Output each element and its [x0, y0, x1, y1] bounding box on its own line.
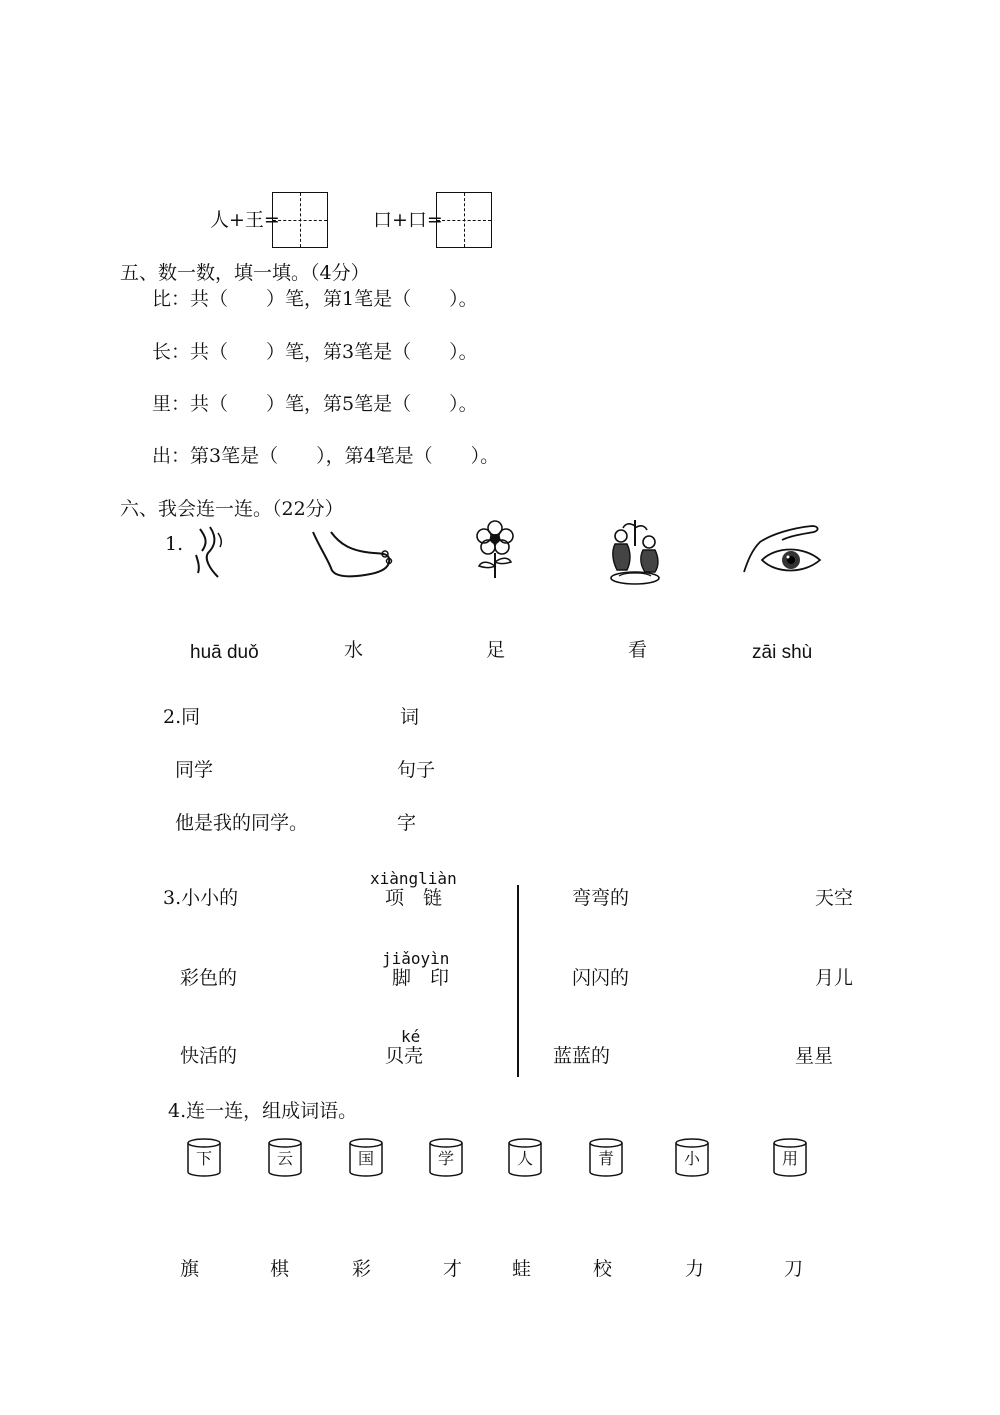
q4-top-char-label: 下 — [195, 1149, 212, 1168]
q4-top-char[interactable] — [588, 1138, 624, 1178]
pinyin: jiǎoyìn — [382, 949, 450, 968]
q3-adjective[interactable]: 弯弯的 — [572, 887, 630, 909]
matching-word[interactable]: zāi shù — [752, 642, 813, 663]
q4-top-char[interactable] — [674, 1138, 710, 1178]
q4-bottom-char[interactable]: 彩 — [352, 1258, 372, 1280]
stroke-question: 出：第3笔是（ ），第4笔是（ ）。 — [152, 445, 500, 467]
q4-bottom-char[interactable]: 棋 — [270, 1258, 290, 1280]
q2-right-item[interactable]: 字 — [397, 812, 417, 834]
equation-ren-wang: 人+王= — [210, 209, 280, 231]
writing-grid-1[interactable] — [272, 192, 328, 248]
q3-adjective[interactable]: 快活的 — [180, 1045, 238, 1067]
q4-top-char[interactable] — [428, 1138, 464, 1178]
matching-word[interactable]: 足 — [486, 639, 506, 661]
section-6-heading: 六、我会连一连。（22分） — [120, 498, 344, 520]
stroke-question: 长：共（ ）笔，第3笔是（ ）。 — [152, 341, 478, 363]
q3-adjective[interactable]: 3.小小的 — [163, 887, 239, 909]
q4-bottom-char[interactable]: 旗 — [180, 1258, 200, 1280]
question-1-number: 1. — [165, 533, 184, 555]
q4-top-char[interactable] — [507, 1138, 543, 1178]
q4-top-char[interactable] — [348, 1138, 384, 1178]
pinyin: ké — [401, 1027, 421, 1046]
foot-icon — [305, 528, 395, 580]
pinyin: xiàngliàn — [370, 869, 457, 888]
q4-top-char-label: 用 — [781, 1149, 798, 1168]
q3-noun[interactable]: 贝壳 — [385, 1045, 424, 1067]
q3-adjective[interactable]: 闪闪的 — [572, 967, 630, 989]
q2-right-item[interactable]: 词 — [400, 706, 420, 728]
q4-top-char-label: 学 — [437, 1149, 454, 1168]
eye-icon — [742, 520, 824, 578]
section-5-heading: 五、数一数，填一填。（4分） — [120, 262, 370, 284]
q4-top-char[interactable] — [772, 1138, 808, 1178]
q3-noun[interactable]: 项 链 — [385, 887, 443, 909]
q4-top-char[interactable] — [267, 1138, 303, 1178]
q3-adjective[interactable]: 彩色的 — [180, 967, 238, 989]
writing-grid-2[interactable] — [436, 192, 492, 248]
question-4-title: 4.连一连，组成词语。 — [168, 1100, 358, 1122]
q4-bottom-char[interactable]: 校 — [593, 1258, 613, 1280]
q4-bottom-char[interactable]: 刀 — [784, 1258, 804, 1280]
q3-adjective[interactable]: 蓝蓝的 — [553, 1045, 611, 1067]
equation-kou-kou: 口+口= — [373, 209, 443, 231]
q3-noun[interactable]: 脚 印 — [392, 967, 450, 989]
planting-tree-icon — [605, 518, 667, 586]
q4-bottom-char[interactable]: 才 — [443, 1258, 463, 1280]
q3-noun[interactable]: 天空 — [815, 887, 854, 909]
q4-top-char-label: 国 — [357, 1149, 374, 1168]
q2-left-item[interactable]: 他是我的同学。 — [175, 812, 309, 834]
q2-left-item[interactable]: 2.同 — [163, 706, 201, 728]
water-icon — [188, 525, 228, 580]
divider-line — [517, 885, 519, 1077]
q4-top-char-label: 小 — [683, 1149, 700, 1168]
q3-noun[interactable]: 月儿 — [815, 967, 854, 989]
q3-noun[interactable]: 星星 — [795, 1045, 834, 1067]
q2-right-item[interactable]: 句子 — [397, 759, 436, 781]
q2-left-item[interactable]: 同学 — [175, 759, 214, 781]
stroke-question: 里：共（ ）笔，第5笔是（ ）。 — [152, 393, 478, 415]
flower-icon — [473, 520, 517, 580]
q4-top-char[interactable] — [186, 1138, 222, 1178]
q4-top-char-label: 青 — [597, 1149, 614, 1168]
q4-top-char-label: 云 — [276, 1149, 293, 1168]
stroke-question: 比：共（ ）笔，第1笔是（ ）。 — [152, 288, 478, 310]
q4-bottom-char[interactable]: 力 — [685, 1258, 705, 1280]
matching-word[interactable]: huā duǒ — [190, 642, 259, 663]
q4-bottom-char[interactable]: 蛙 — [512, 1258, 532, 1280]
q4-top-char-label: 人 — [516, 1149, 533, 1168]
matching-word[interactable]: 看 — [628, 639, 648, 661]
matching-word[interactable]: 水 — [344, 639, 364, 661]
